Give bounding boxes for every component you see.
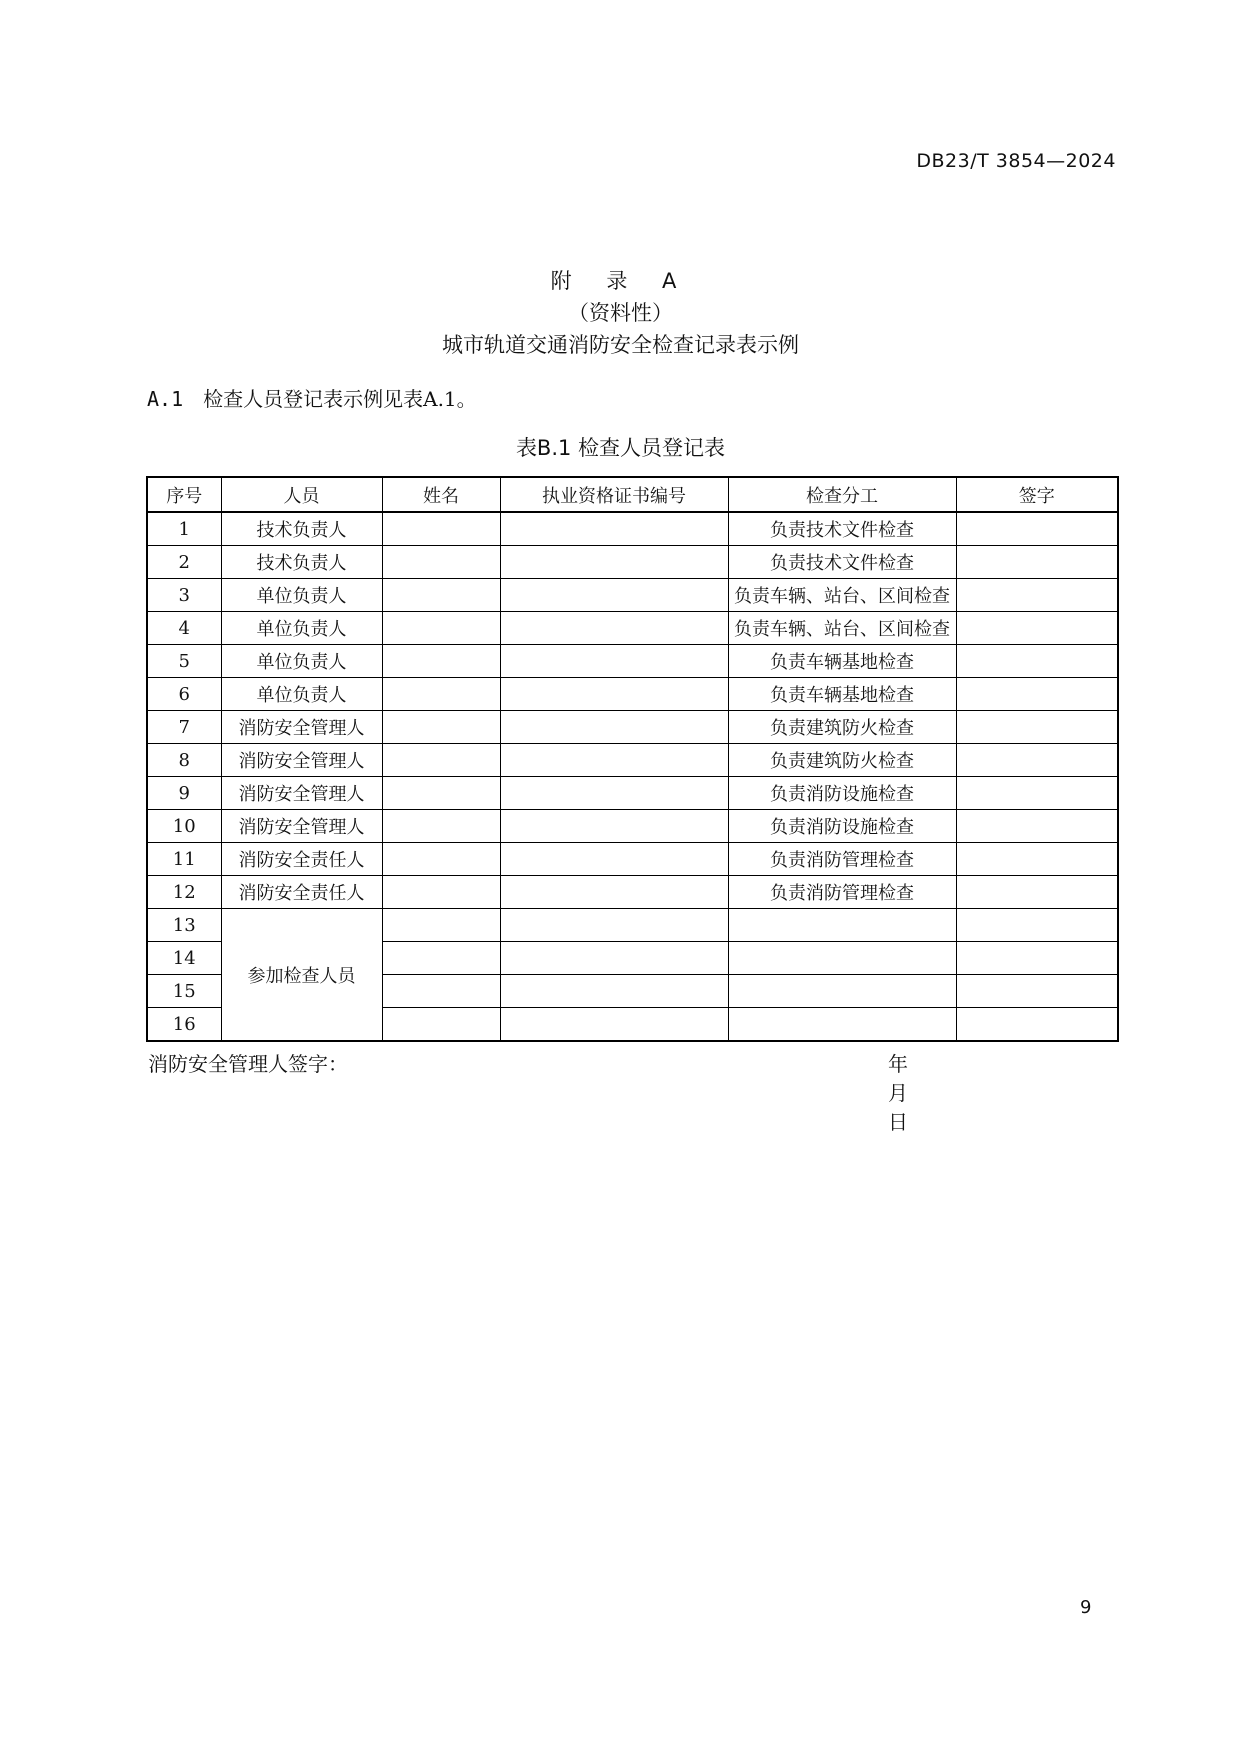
row-number: 8 — [147, 744, 221, 777]
row-duty: 负责车辆基地检查 — [728, 678, 956, 711]
name-cell[interactable] — [382, 612, 500, 645]
signature-cell[interactable] — [956, 512, 1118, 546]
row-role: 单位负责人 — [221, 645, 382, 678]
document-code: DB23/T 3854—2024 — [916, 150, 1116, 172]
clause-number: A.1 — [147, 387, 184, 411]
table-row — [147, 843, 1118, 876]
certificate-cell[interactable] — [500, 678, 728, 711]
row-duty: 负责建筑防火检查 — [728, 711, 956, 744]
row-number: 16 — [147, 1008, 221, 1042]
row-number: 15 — [147, 975, 221, 1008]
row-duty: 负责消防设施检查 — [728, 777, 956, 810]
row-number: 1 — [147, 512, 221, 546]
row-number: 6 — [147, 678, 221, 711]
row-number: 13 — [147, 909, 221, 942]
row-duty: 负责技术文件检查 — [728, 512, 956, 546]
row-role: 技术负责人 — [221, 512, 382, 546]
row-number: 2 — [147, 546, 221, 579]
row-number: 12 — [147, 876, 221, 909]
row-number: 11 — [147, 843, 221, 876]
certificate-cell[interactable] — [500, 843, 728, 876]
row-role: 消防安全管理人 — [221, 711, 382, 744]
row-duty: 负责建筑防火检查 — [728, 744, 956, 777]
signature-cell[interactable] — [956, 579, 1118, 612]
table-row — [147, 909, 1118, 942]
table-row — [147, 512, 1118, 546]
signature-cell[interactable] — [956, 942, 1118, 975]
row-role: 消防安全管理人 — [221, 744, 382, 777]
duty-cell[interactable] — [728, 942, 956, 975]
table-row — [147, 810, 1118, 843]
appendix-nature: （资料性） — [568, 301, 673, 325]
row-number: 14 — [147, 942, 221, 975]
header-name: 姓名 — [382, 477, 500, 512]
certificate-cell[interactable] — [500, 1008, 728, 1042]
certificate-cell[interactable] — [500, 777, 728, 810]
row-number: 5 — [147, 645, 221, 678]
appendix-label: 附 录 A — [550, 269, 691, 293]
table-row — [147, 744, 1118, 777]
signature-cell[interactable] — [956, 876, 1118, 909]
row-number: 9 — [147, 777, 221, 810]
name-cell[interactable] — [382, 876, 500, 909]
row-number: 7 — [147, 711, 221, 744]
clause-text: 检查人员登记表示例见表A.1。 — [203, 387, 477, 411]
inspector-register-table — [146, 476, 1119, 1042]
header-personnel: 人员 — [221, 477, 382, 512]
signature-label: 消防安全管理人签字： — [148, 1052, 348, 1076]
row-role: 单位负责人 — [221, 579, 382, 612]
name-cell[interactable] — [382, 744, 500, 777]
row-duty: 负责车辆、站台、区间检查 — [728, 579, 956, 612]
duty-cell[interactable] — [728, 909, 956, 942]
name-cell[interactable] — [382, 711, 500, 744]
table-row — [147, 777, 1118, 810]
date-label: 年 月 日 — [888, 1052, 938, 1134]
name-cell[interactable] — [382, 579, 500, 612]
row-role: 消防安全管理人 — [221, 810, 382, 843]
name-cell[interactable] — [382, 512, 500, 546]
table-row — [147, 645, 1118, 678]
table-row — [147, 678, 1118, 711]
table-row — [147, 579, 1118, 612]
name-cell[interactable] — [382, 975, 500, 1008]
certificate-cell[interactable] — [500, 876, 728, 909]
certificate-cell[interactable] — [500, 744, 728, 777]
certificate-cell[interactable] — [500, 942, 728, 975]
row-role: 单位负责人 — [221, 612, 382, 645]
header-certificate: 执业资格证书编号 — [500, 477, 728, 512]
row-role: 消防安全责任人 — [221, 843, 382, 876]
name-cell[interactable] — [382, 810, 500, 843]
row-role: 技术负责人 — [221, 546, 382, 579]
row-duty: 负责车辆基地检查 — [728, 645, 956, 678]
certificate-cell[interactable] — [500, 579, 728, 612]
name-cell[interactable] — [382, 678, 500, 711]
name-cell[interactable] — [382, 909, 500, 942]
header-duty: 检查分工 — [728, 477, 956, 512]
row-duty: 负责消防设施检查 — [728, 810, 956, 843]
certificate-cell[interactable] — [500, 711, 728, 744]
row-role: 消防安全责任人 — [221, 876, 382, 909]
signature-cell[interactable] — [956, 909, 1118, 942]
certificate-cell[interactable] — [500, 909, 728, 942]
certificate-cell[interactable] — [500, 612, 728, 645]
table-row — [147, 546, 1118, 579]
signature-line — [148, 1048, 1018, 1134]
row-number: 4 — [147, 612, 221, 645]
table-row — [147, 612, 1118, 645]
signature-cell[interactable] — [956, 645, 1118, 678]
certificate-cell[interactable] — [500, 975, 728, 1008]
signature-cell[interactable] — [956, 975, 1118, 1008]
header-no: 序号 — [147, 477, 221, 512]
table-caption: 表B.1 检查人员登记表 — [515, 436, 726, 460]
clause-a1 — [147, 383, 477, 412]
row-duty: 负责消防管理检查 — [728, 876, 956, 909]
table-header-row — [147, 477, 1118, 512]
name-cell[interactable] — [382, 777, 500, 810]
participants-role: 参加检查人员 — [221, 909, 382, 1042]
row-duty: 负责消防管理检查 — [728, 843, 956, 876]
signature-cell[interactable] — [956, 678, 1118, 711]
certificate-cell[interactable] — [500, 546, 728, 579]
certificate-cell[interactable] — [500, 645, 728, 678]
name-cell[interactable] — [382, 1008, 500, 1042]
signature-cell[interactable] — [956, 546, 1118, 579]
signature-cell[interactable] — [956, 777, 1118, 810]
row-role: 消防安全管理人 — [221, 777, 382, 810]
duty-cell[interactable] — [728, 975, 956, 1008]
appendix-title: 城市轨道交通消防安全检查记录表示例 — [442, 333, 799, 357]
row-role: 单位负责人 — [221, 678, 382, 711]
signature-cell[interactable] — [956, 744, 1118, 777]
certificate-cell[interactable] — [500, 810, 728, 843]
signature-cell[interactable] — [956, 612, 1118, 645]
row-duty: 负责技术文件检查 — [728, 546, 956, 579]
signature-cell[interactable] — [956, 843, 1118, 876]
duty-cell[interactable] — [728, 1008, 956, 1042]
page-number: 9 — [1080, 1597, 1092, 1618]
name-cell[interactable] — [382, 942, 500, 975]
name-cell[interactable] — [382, 843, 500, 876]
certificate-cell[interactable] — [500, 512, 728, 546]
signature-cell[interactable] — [956, 1008, 1118, 1042]
signature-cell[interactable] — [956, 810, 1118, 843]
row-number: 10 — [147, 810, 221, 843]
name-cell[interactable] — [382, 546, 500, 579]
row-duty: 负责车辆、站台、区间检查 — [728, 612, 956, 645]
signature-cell[interactable] — [956, 711, 1118, 744]
row-number: 3 — [147, 579, 221, 612]
table-row — [147, 876, 1118, 909]
table-row — [147, 711, 1118, 744]
header-signature: 签字 — [956, 477, 1118, 512]
name-cell[interactable] — [382, 645, 500, 678]
